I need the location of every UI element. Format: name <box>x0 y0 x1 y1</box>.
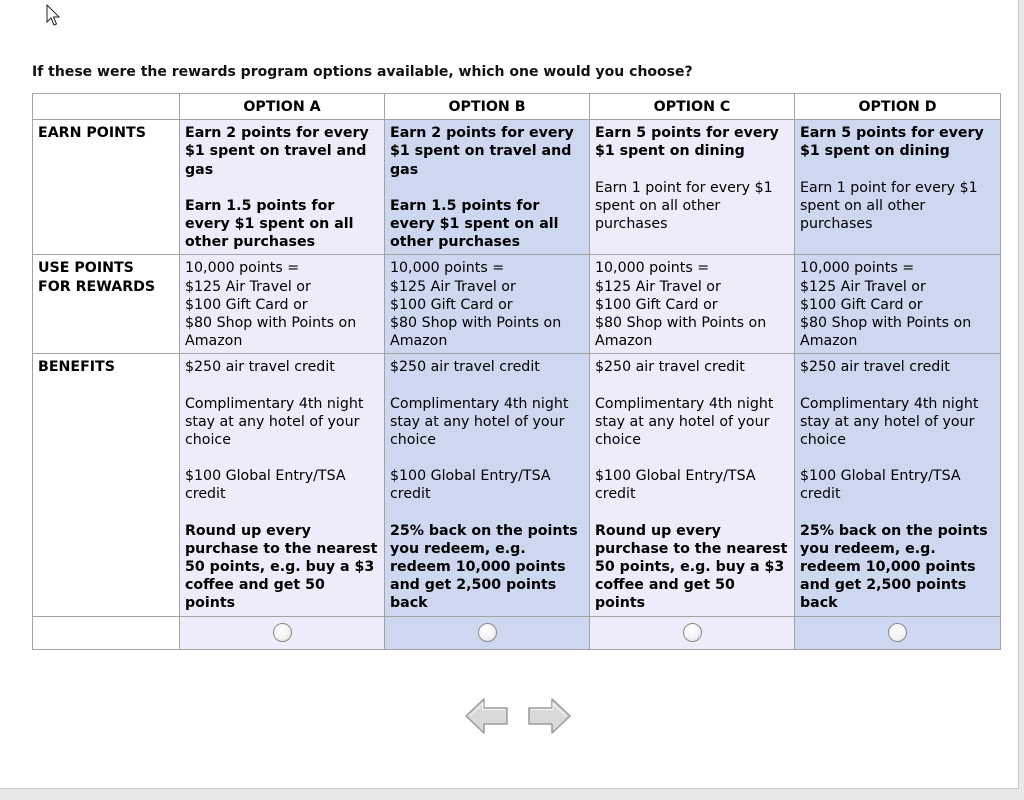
benefit-global-entry: $100 Global Entry/TSA credit <box>390 468 551 503</box>
earn-primary: Earn 5 points for every $1 spent on dining <box>800 125 984 160</box>
earn-secondary: Earn 1.5 points for every $1 spent on all other purchases <box>390 197 559 251</box>
earn-secondary: Earn 1 point for every $1 spent on all other purchases <box>595 179 773 233</box>
cursor-arrow-icon <box>46 4 62 28</box>
earn-cell-d <box>795 120 1001 255</box>
benefit-hotel-night: Complimentary 4th night stay at any hotel of your choice <box>390 395 569 449</box>
use-line: $125 Air Travel or <box>800 278 926 295</box>
header-option-d: OPTION D <box>795 94 1001 120</box>
choice-row <box>33 616 1001 649</box>
use-line: $80 Shop with Points on Amazon <box>800 315 972 350</box>
earn-points-row <box>33 120 1001 255</box>
use-line: 10,000 points = <box>185 260 300 277</box>
use-line: $80 Shop with Points on Amazon <box>390 315 562 350</box>
header-option-b: OPTION B <box>385 94 590 120</box>
benefit-global-entry: $100 Global Entry/TSA credit <box>800 468 961 503</box>
next-arrow-icon[interactable] <box>526 696 572 736</box>
radio-option-b[interactable] <box>478 623 497 642</box>
use-line: $125 Air Travel or <box>185 278 311 295</box>
use-line: $100 Gift Card or <box>390 296 513 313</box>
use-cell-c <box>590 255 795 354</box>
use-line: $125 Air Travel or <box>390 278 516 295</box>
earn-primary: Earn 2 points for every $1 spent on travel and gas <box>390 125 574 178</box>
use-line: $125 Air Travel or <box>595 278 721 295</box>
options-table <box>32 93 1001 650</box>
header-row <box>33 94 1001 120</box>
use-line: 10,000 points = <box>595 260 710 277</box>
benefits-cell-b <box>385 354 590 616</box>
benefits-cell-d <box>795 354 1001 616</box>
benefit-global-entry: $100 Global Entry/TSA credit <box>185 468 346 503</box>
benefit-hotel-night: Complimentary 4th night stay at any hotel of your choice <box>800 395 979 449</box>
radio-option-d[interactable] <box>888 623 907 642</box>
benefits-row <box>33 354 1001 616</box>
benefit-travel-credit: $250 air travel credit <box>800 359 950 376</box>
question-text: If these were the rewards program options available, which one would you choose? <box>32 64 693 80</box>
benefit-special: Round up every purchase to the nearest 50 points, e.g. buy a $3 coffee and get 50 points <box>185 522 378 612</box>
benefits-label: BENEFITS <box>33 354 180 616</box>
back-arrow-icon[interactable] <box>464 696 510 736</box>
benefit-special: Round up every purchase to the nearest 50 points, e.g. buy a $3 coffee and get 50 points <box>595 522 788 612</box>
benefit-travel-credit: $250 air travel credit <box>185 359 335 376</box>
benefits-cell-a <box>180 354 385 616</box>
use-cell-a <box>180 255 385 354</box>
benefit-hotel-night: Complimentary 4th night stay at any hotel of your choice <box>185 395 364 449</box>
benefit-travel-credit: $250 air travel credit <box>390 359 540 376</box>
use-cell-d <box>795 255 1001 354</box>
choice-label-blank <box>33 616 180 649</box>
choice-cell-b <box>385 616 590 649</box>
use-line: $80 Shop with Points on Amazon <box>185 315 357 350</box>
choice-cell-a <box>180 616 385 649</box>
use-cell-b <box>385 255 590 354</box>
header-option-a: OPTION A <box>180 94 385 120</box>
benefit-special: 25% back on the points you redeem, e.g. redeem 10,000 points and get 2,500 points back <box>800 522 988 612</box>
choice-cell-c <box>590 616 795 649</box>
use-line: $100 Gift Card or <box>800 296 923 313</box>
benefits-cell-c <box>590 354 795 616</box>
earn-cell-a <box>180 120 385 255</box>
use-line: $100 Gift Card or <box>185 296 308 313</box>
benefit-special: 25% back on the points you redeem, e.g. redeem 10,000 points and get 2,500 points back <box>390 522 578 612</box>
header-blank <box>33 94 180 120</box>
radio-option-a[interactable] <box>273 623 292 642</box>
choice-cell-d <box>795 616 1001 649</box>
header-option-c: OPTION C <box>590 94 795 120</box>
earn-secondary: Earn 1 point for every $1 spent on all other purchases <box>800 179 978 233</box>
earn-cell-c <box>590 120 795 255</box>
use-points-label-line1: USE POINTS <box>38 260 134 277</box>
earn-cell-b <box>385 120 590 255</box>
earn-points-label: EARN POINTS <box>33 120 180 255</box>
earn-primary: Earn 2 points for every $1 spent on travel and gas <box>185 125 369 178</box>
use-line: 10,000 points = <box>800 260 915 277</box>
earn-secondary: Earn 1.5 points for every $1 spent on all other purchases <box>185 197 354 251</box>
radio-option-c[interactable] <box>683 623 702 642</box>
use-points-row <box>33 255 1001 354</box>
benefit-travel-credit: $250 air travel credit <box>595 359 745 376</box>
use-line: $100 Gift Card or <box>595 296 718 313</box>
use-line: $80 Shop with Points on Amazon <box>595 315 767 350</box>
earn-primary: Earn 5 points for every $1 spent on dining <box>595 125 779 160</box>
use-line: 10,000 points = <box>390 260 505 277</box>
use-points-label <box>33 255 180 354</box>
benefit-global-entry: $100 Global Entry/TSA credit <box>595 468 756 503</box>
benefit-hotel-night: Complimentary 4th night stay at any hotel of your choice <box>595 395 774 449</box>
use-points-label-line2: FOR REWARDS <box>38 278 156 295</box>
